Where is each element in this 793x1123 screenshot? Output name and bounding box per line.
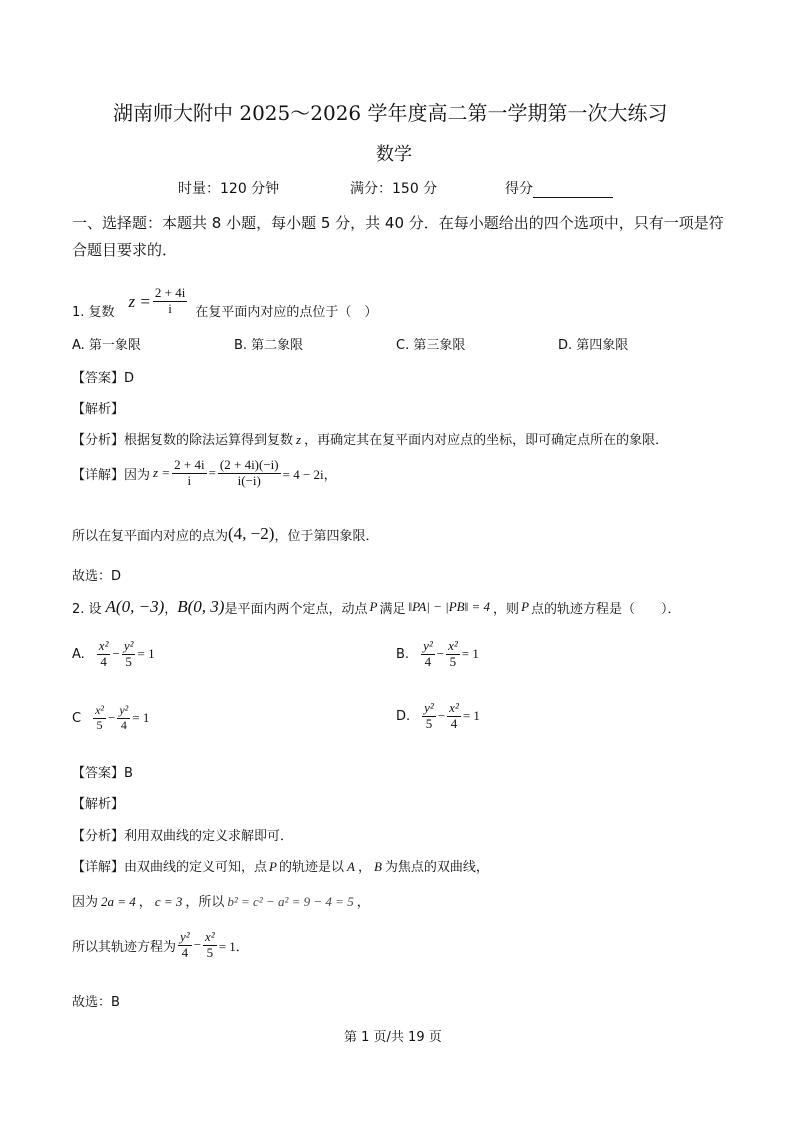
q2-condition: ‖PA| − |PB‖ = 4 <box>408 599 491 614</box>
q2-calc2: c = 3 <box>154 894 183 909</box>
q2-p: P <box>369 599 378 614</box>
frac-num: x² <box>95 703 105 717</box>
q1-point-line <box>72 524 378 544</box>
q2-detail-text: 【详解】由双曲线的定义可知，点 <box>72 860 268 875</box>
q1-option-d: D. 第四象限 <box>558 338 629 353</box>
q1-stem <box>72 283 377 320</box>
q1-frac-num: 2 + 4i <box>154 285 186 301</box>
frac-num: x² <box>205 929 215 944</box>
q2-detail-b: B <box>373 859 382 874</box>
q2-cond-pre: 满足 <box>379 601 406 617</box>
q1-detail-frac1-den: i <box>187 472 192 488</box>
q1-option-c: C. 第三象限 <box>396 338 466 353</box>
frac-den: 4 <box>424 653 432 669</box>
q1-detail-z: z = <box>153 465 171 481</box>
q2-eq-rhs: = 1． <box>218 938 249 954</box>
section-heading: 一、选择题：本题共 8 小题，每小题 5 分，共 40 分．在每小题给出的四个选项中，只有一项是符合题目要求的． <box>72 214 724 259</box>
q2-p2: P <box>521 599 530 614</box>
q2-option-a-rhs: = 1 <box>137 646 155 662</box>
q2-tail: ，则 <box>493 601 520 617</box>
frac-num: x² <box>449 700 459 715</box>
frac-num: y² <box>424 700 434 715</box>
q2-lead: 2. 设 <box>72 601 102 617</box>
q2-detail-tail: 为焦点的双曲线， <box>384 860 489 875</box>
q1-detail-lead: 【详解】因为 <box>72 467 151 483</box>
q2-calc-lead: 因为 <box>72 895 99 910</box>
q2-analysis: 【解析】 <box>72 797 125 812</box>
q2-stem <box>72 597 681 617</box>
q1-detail-frac1 <box>172 458 206 489</box>
q2-answer: 【答案】B <box>72 766 133 781</box>
frac-den: 5 <box>425 715 433 731</box>
q1-option-b: B. 第二象限 <box>234 338 304 353</box>
q2-detail <box>72 856 489 875</box>
q1-fenxi-z: z <box>296 432 302 447</box>
frac-num: x² <box>448 638 458 653</box>
q1-detail-frac2 <box>218 458 281 489</box>
q2-equation: 所以其轨迹方程为 $\frac{\text{y²}}{4}$ − $\frac{\text{x²}}{5}$ = 1． <box>72 929 249 960</box>
q1-detail-result: = 4 − 2i， <box>282 466 337 482</box>
q1-fenxi-tail: ，再确定其在复平面内对应点的坐标，即可确定点所在的象限． <box>304 433 669 448</box>
q1-z: z = <box>128 291 151 311</box>
frac-den: 5 <box>96 717 103 732</box>
q1-point-text: 所以在复平面内对应的点为 <box>72 528 229 544</box>
q2-calc-so: ，所以 <box>185 895 225 910</box>
frac-num: x² <box>98 638 109 653</box>
time-label: 时量：120 分钟 <box>178 181 280 197</box>
frac-den: 4 <box>120 717 127 732</box>
q1-choose: 故选：D <box>72 569 122 584</box>
q2-eq-frac1 <box>178 930 192 961</box>
q2-detail-a: A <box>346 859 355 874</box>
q2-calc <box>72 891 370 910</box>
frac-num: y² <box>119 703 129 717</box>
q2-option-c: C $\frac{\text{x²}}{5}$ − $\frac{\text{y²}}{4}$ = 1 <box>72 703 150 732</box>
q2-option-b-frac1 <box>421 639 435 670</box>
frac-den: 5 <box>125 653 132 669</box>
score-label: 满分：150 分 <box>350 181 438 197</box>
q2-option-d-label: D. <box>396 708 411 724</box>
q1-detail: 【详解】因为 z = $\frac{2 + 4i}{i}$ = $\frac{(2 + 4i)(-i)}{i(-i)}$ = 4 − 2i， <box>72 457 337 488</box>
q1-fenxi <box>72 429 668 448</box>
q2-fenxi: 【分析】利用双曲线的定义求解即可． <box>72 829 294 844</box>
page-title: 湖南师大附中 2025～2026 学年度高二第一学期第一次大练习 <box>113 101 668 125</box>
subject-title: 数学 <box>376 144 412 165</box>
q2-calc-sep: ， <box>138 895 152 910</box>
q2-option-b-frac2 <box>446 639 460 670</box>
q2-option-c-frac2 <box>117 704 130 733</box>
q1-answer: 【答案】D <box>72 371 135 386</box>
q2-comma: ， <box>164 601 178 617</box>
got-score <box>505 178 613 198</box>
q2-detail-sep: ， <box>357 860 371 875</box>
frac-den: 5 <box>206 944 214 960</box>
frac-den: 4 <box>100 653 107 669</box>
q1-tail: 在复平面内对应的点位于（ ） <box>195 305 378 320</box>
q2-option-c-frac1 <box>93 704 106 733</box>
q2-option-d-frac2 <box>447 701 461 732</box>
q2-option-a-frac1 <box>97 639 111 670</box>
score-blank <box>533 183 613 198</box>
q1-fenxi-text: 【分析】根据复数的除法运算得到复数 <box>72 433 294 448</box>
page-footer: 第 1 页/共 19 页 <box>344 1030 442 1045</box>
q2-eq-frac2 <box>203 930 217 961</box>
frac-num: y² <box>123 638 134 653</box>
frac-num: y² <box>180 929 190 944</box>
q2-mid: 是平面内两个定点，动点 <box>224 601 368 617</box>
frac-num: y² <box>423 638 433 653</box>
q1-analysis: 【解析】 <box>72 402 125 417</box>
q2-option-d-rhs: = 1 <box>462 708 480 724</box>
q2-option-c-label: C <box>72 710 82 726</box>
q2-option-a-frac2 <box>122 639 136 670</box>
q1-option-a: A. 第一象限 <box>72 338 141 353</box>
q2-option-b-rhs: = 1 <box>461 646 479 662</box>
q2-detail-p: P <box>269 859 277 874</box>
q1-detail-frac1-num: 2 + 4i <box>174 457 205 472</box>
q2-option-a: A. $\frac{\text{x²}}{4}$ − $\frac{\text{y²}}{5}$ = 1 <box>72 638 155 669</box>
q2-point-b: B(0, 3) <box>177 597 225 616</box>
q2-point-a: A(0, −3) <box>105 597 165 616</box>
q2-choose: 故选：B <box>72 995 120 1010</box>
q1-frac-den: i <box>168 301 172 316</box>
q1-point: (4, −2) <box>228 524 275 543</box>
q2-eq-lead: 所以其轨迹方程为 <box>72 939 177 955</box>
q1-detail-frac2-den: i(−i) <box>237 472 261 488</box>
q2-calc-end: ， <box>356 895 370 910</box>
frac-den: 4 <box>181 944 189 960</box>
q1-number: 1. 复数 <box>72 305 115 320</box>
got-label: 得分 <box>505 181 533 197</box>
q2-option-d: D. $\frac{\text{y²}}{5}$ − $\frac{\text{x²}}{4}$ = 1 <box>396 700 480 731</box>
q2-calc1: 2a = 4 <box>101 894 136 909</box>
q2-detail-mid: 的轨迹是以 <box>278 860 344 875</box>
q2-option-d-frac1 <box>422 701 436 732</box>
frac-den: 4 <box>450 715 458 731</box>
q1-fraction <box>153 286 187 317</box>
q2-option-a-label: A. <box>72 646 85 662</box>
q2-option-b-label: B. <box>396 646 410 662</box>
q2-calc3: b² = c² − a² = 9 − 4 = 5 <box>227 894 354 909</box>
q2-tail2: 点的轨迹方程是（ ）． <box>531 601 681 617</box>
q1-point-tail: ，位于第四象限． <box>274 528 379 544</box>
q2-option-c-rhs: = 1 <box>132 710 150 726</box>
frac-den: 5 <box>449 653 457 669</box>
q1-detail-frac2-num: (2 + 4i)(−i) <box>219 457 279 472</box>
q2-option-b: B. $\frac{\text{y²}}{4}$ − $\frac{\text{x²}}{5}$ = 1 <box>396 638 479 669</box>
